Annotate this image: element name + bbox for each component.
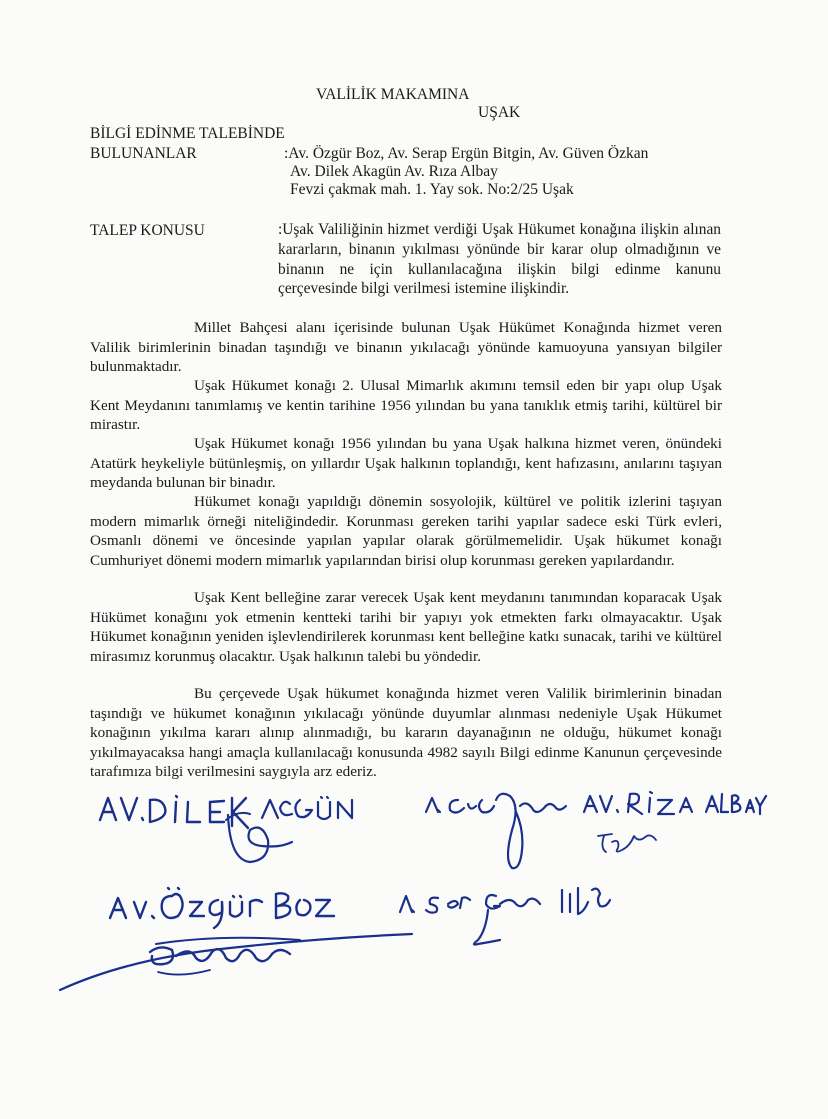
- signature-guven-ozkan: [426, 794, 566, 868]
- paragraph-2: Uşak Hükumet konağı 2. Ulusal Mimarlık akımını temsil eden bir yapı olup Uşak Kent Meydanını tanımlamış ve kentin tarihine 1956 yılından bu yana tanıklık etmiş tarihi, kültürel bir mirastır.: [90, 377, 722, 434]
- paragraph-1: Millet Bahçesi alanı içerisinde bulunan Uşak Hükümet Konağında hizmet veren Valilik birimlerinin binadan taşındığı ve binanın yıkılacağı yönünde kamuoyuna yansıyan bilgiler bulunmaktadır.: [90, 319, 722, 376]
- requesters-address: Fevzi çakmak mah. 1. Yay sok. No:2/25 Uşak: [290, 181, 574, 198]
- signature-riza-albay: [584, 792, 766, 852]
- paragraph-4: Hükumet konağı yapıldığı dönemin sosyolojik, kültürel ve politik izlerini taşıyan modern mimarlık örneği niteliğindedir. Korunması gereken tarihi yapılar sadece eski Türk evleri, Osmanlı dönemi ve öncesinde yapılan yapılar olarak görülmemelidir. Uşak hükumet konağı Cumhuriyet dönemi modern mimarlık yapılarından birisi olup korunması gereken yapılardandır.: [90, 493, 722, 569]
- requesters-names-line1: :Av. Özgür Boz, Av. Serap Ergün Bitgin, Av. Güven Özkan: [284, 145, 649, 162]
- recipient-heading: VALİLİK MAKAMINA: [316, 86, 470, 103]
- paragraph-5: Uşak Kent belleğine zarar verecek Uşak kent meydanını tanımından koparacak Uşak Hükümet konağını yok etmenin kentteki tarihi bir yapıyı yok etmekten farkı olmayacaktır. Uşak Hükumet konağının yeniden işlevlendirilerek korunması kent belleğine katkı sunacak, tarihi ve kültürel mirasımız korunmuş olacaktır. Uşak halkının talebi bu yöndedir.: [90, 589, 722, 665]
- signature-serap-ergun-bitgin: [400, 888, 610, 945]
- requesters-names-line2: Av. Dilek Akagün Av. Rıza Albay: [290, 163, 498, 180]
- signature-dilek-akagun: [100, 796, 352, 862]
- requesters-label-line1: BİLGİ EDİNME TALEBİNDE: [90, 125, 285, 142]
- paragraph-3: Uşak Hükumet konağı 1956 yılından bu yana Uşak halkına hizmet veren, önündeki Atatürk heykeliyle bütünleşmiş, on yıllardır Uşak halkının toplandığı, kent hafızasını, anılarını taşıyan meydanda bulunan bir binadır.: [90, 435, 722, 492]
- paragraph-6: Bu çerçevede Uşak hükumet konağında hizmet veren Valilik birimlerinin binadan taşındığı ve hükumet konağının yıkılacağı yönünde duyumlar alınması nedeniyle Uşak Hükumet konağının yıkılma kararı alınıp alınmadığı, bu kararın dayanağının ne olduğu, hükumet konağı yıkılmayacaksa hangi amaçla kullanılacağı konusunda 4982 sayılı Bilgi edinme Kanunun çerçevesinde tarafımıza bilgi verilmesini saygıyla arz ederiz.: [90, 685, 722, 781]
- topic-label: TALEP KONUSU: [90, 222, 205, 239]
- city-heading: UŞAK: [478, 104, 521, 121]
- signature-ozgur-boz: [60, 888, 412, 990]
- requesters-label-line2: BULUNANLAR: [90, 145, 197, 162]
- topic-text: :Uşak Valiliğinin hizmet verdiği Uşak Hükumet konağına ilişkin alınan kararların, binanın yıkılması yönünde bir karar olup olmadığının ve binanın ne için kullanılacağına ilişkin bilgi edinme kanunu çerçevesinde bilgi verilmesi istemine ilişkindir.: [278, 221, 721, 298]
